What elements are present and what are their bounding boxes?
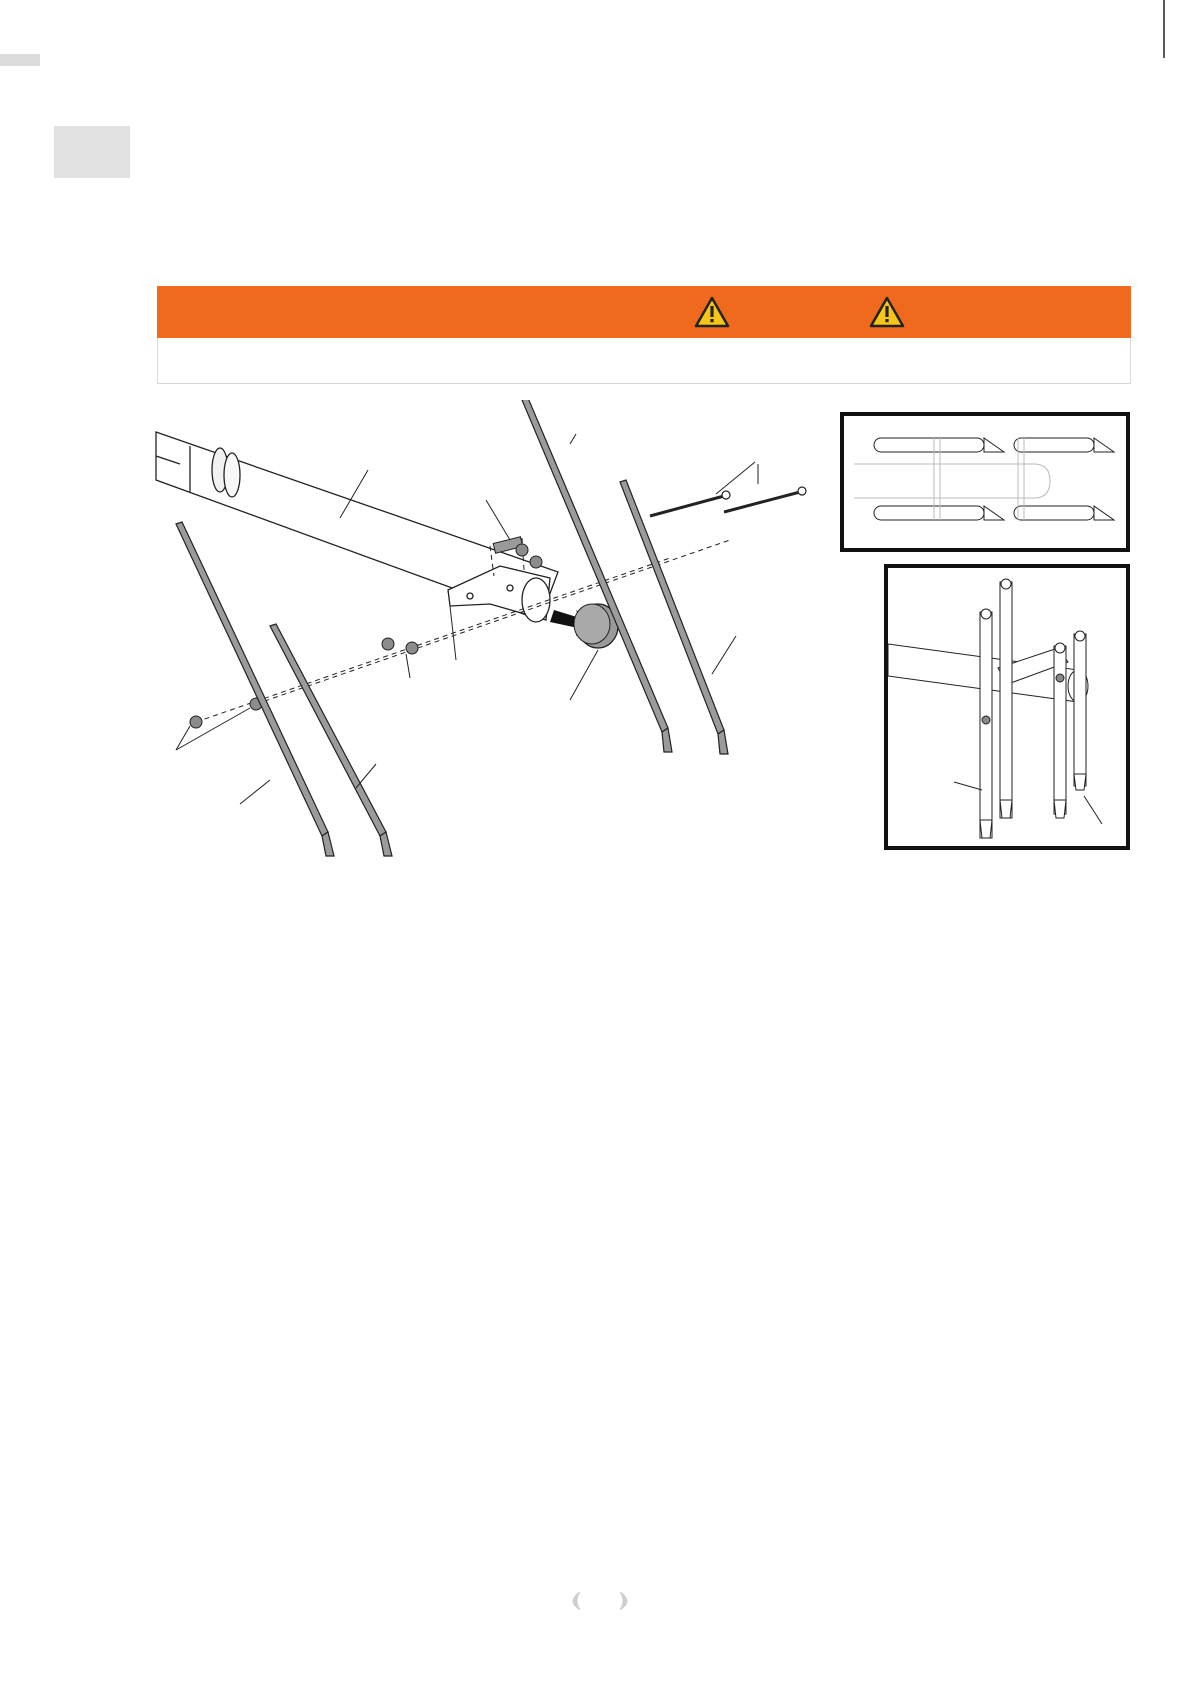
- leader-line: [1084, 796, 1102, 824]
- leader-line: [356, 764, 376, 788]
- section-number-box: [54, 126, 130, 178]
- warning-header-bar: [157, 286, 1131, 338]
- leader-line: [176, 708, 250, 750]
- section-tab-marker: [0, 54, 40, 66]
- leader-line: [486, 500, 510, 540]
- assembled-tines-figure: [888, 568, 1126, 846]
- leader-line: [570, 650, 598, 700]
- assembled-tines-inset: [884, 564, 1130, 850]
- leader-line: [954, 782, 982, 790]
- leader-line: [240, 780, 270, 804]
- warning-triangle-icon: [694, 296, 730, 328]
- page-top-rule: [0, 0, 1191, 60]
- tine-orientation-inset: [840, 412, 1130, 552]
- page-prev-icon[interactable]: [573, 1592, 580, 1610]
- page-navigation: [560, 1588, 640, 1614]
- leader-line: [450, 606, 456, 660]
- leader-line: [406, 654, 410, 678]
- leader-line: [570, 434, 576, 444]
- page-next-icon[interactable]: [620, 1592, 627, 1610]
- tine-orientation-figure: [844, 416, 1126, 548]
- tube-end-opening: [522, 578, 550, 622]
- leader-line: [712, 636, 736, 674]
- bolts: [650, 487, 806, 516]
- warning-callout: [157, 286, 1131, 384]
- exploded-assembly-figure: [150, 400, 830, 870]
- warning-triangle-icon: [869, 296, 905, 328]
- leader-line: [716, 462, 755, 494]
- warning-message: [158, 338, 1130, 354]
